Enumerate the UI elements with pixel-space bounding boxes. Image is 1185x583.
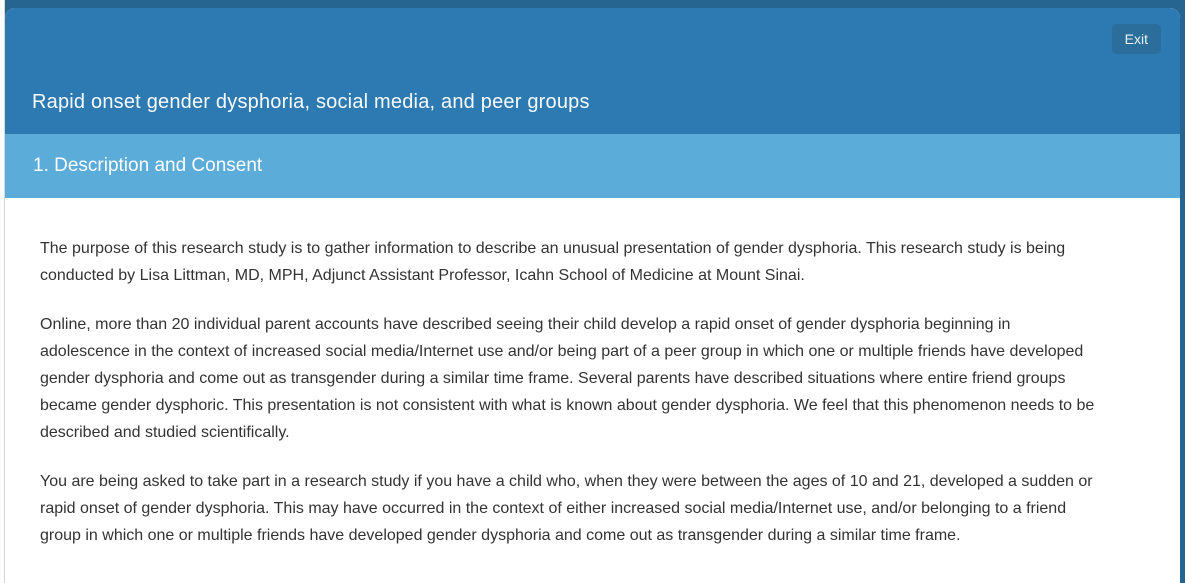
survey-card (5, 8, 1180, 583)
exit-button[interactable]: Exit (1112, 24, 1161, 54)
survey-background-frame (5, 0, 1185, 583)
section-header-bar (5, 134, 1180, 198)
consent-paragraph-3: You are being asked to take part in a research study if you have a child who, when they were between the ages of 10 and 21, developed a sudden or rapid onset of gender dysphoria. This may have occurred in the context of either increased social media/Internet use, and/or belonging to a friend group in which one or multiple friends have developed gender dysphoria and come out as transgender during a similar time frame. (40, 473, 1093, 544)
survey-title: Rapid onset gender dysphoria, social media, and peer groups (32, 91, 590, 113)
consent-description (5, 198, 1180, 583)
section-title: 1. Description and Consent (33, 155, 263, 176)
consent-paragraph-2: Online, more than 20 individual parent accounts have described seeing their child develop a rapid onset of gender dysphoria beginning in adolescence in the context of increased social media/Internet use and/or being part of a peer group in which one or multiple friends have developed gender dysphoria and come out as transgender during a similar time frame. Several parents have described situations where entire friend groups became gender dysphoric. This presentation is not consistent with what is known about gender dysphoria. We feel that this phenomenon needs to be described and studied scientifically. (40, 316, 1095, 441)
survey-header (5, 8, 1180, 134)
consent-paragraph-1: The purpose of this research study is to gather information to describe an unusual presentation of gender dysphoria. This research study is being conducted by Lisa Littman, MD, MPH, Adjunct Assistant Professor, Icahn School of Medicine at Mount Sinai. (40, 240, 1066, 284)
